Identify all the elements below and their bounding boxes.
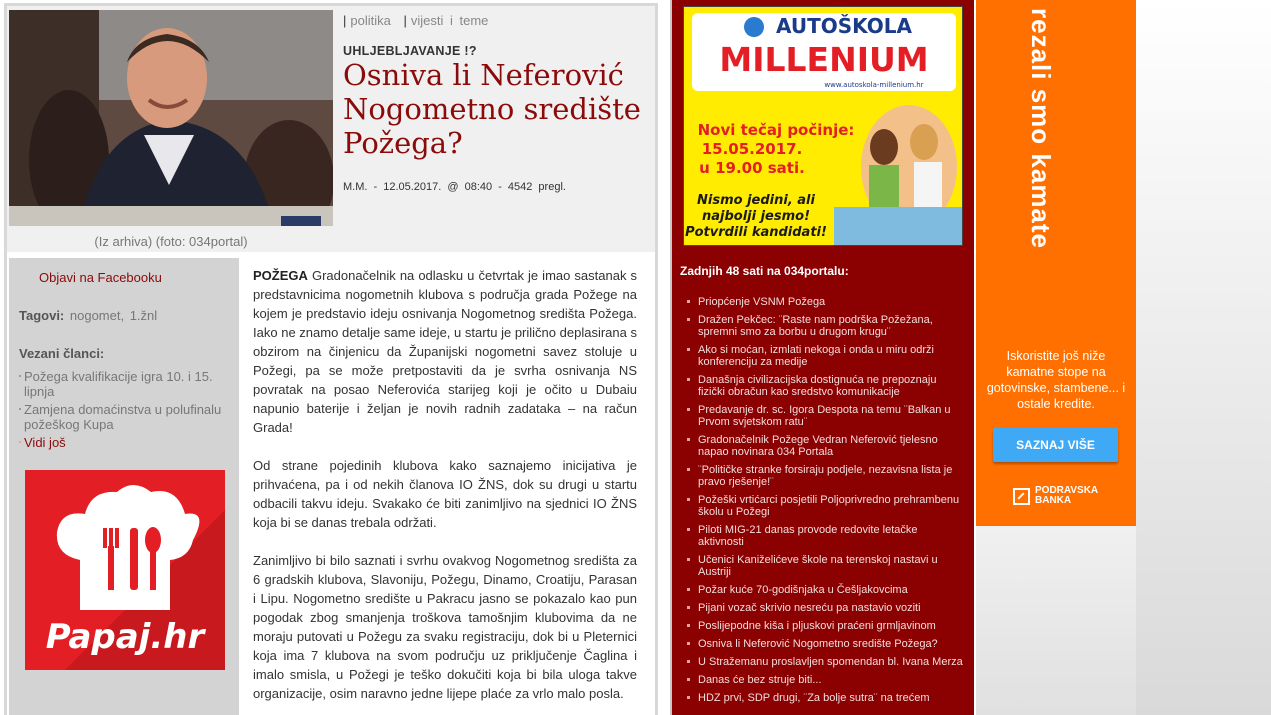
latest-news-item[interactable]: Požar kuće 70-godišnjaka u Češljakovcima xyxy=(686,584,964,596)
slogan-line-3: Potvrdili kandidati! xyxy=(685,225,827,240)
article-sidebar xyxy=(9,258,239,715)
latest-news-item[interactable]: Požeški vrtićarci posjetili Poljoprivredno prehrambenu školu u Požegi xyxy=(686,494,964,518)
autoskola-name: MILLENIUM xyxy=(719,40,929,79)
latest-news-item[interactable]: Dražen Pekčec: ¨Raste nam podrška Požežana, spremni smo za borbu u drugom krugu¨ xyxy=(686,314,964,338)
latest-news-item[interactable]: Učenici Kaniželićeve škole na terenskoj nastavi u Austriji xyxy=(686,554,964,578)
learn-more-button[interactable]: SAZNAJ VIŠE xyxy=(993,428,1118,462)
latest-news-item[interactable]: Ako si moćan, izmlati nekoga i onda u miru održi konferenciju za medije xyxy=(686,344,964,368)
latest-news-item[interactable]: HDZ prvi, SDP drugi, ¨Za bolje sutra¨ na trećem xyxy=(686,692,964,704)
slogan-line-2: najbolji jesmo! xyxy=(701,209,811,224)
related-articles-list xyxy=(19,369,239,453)
see-more-link[interactable]: Vidi još xyxy=(19,435,239,450)
tags-line xyxy=(19,308,157,323)
slogan-line-1: Nismo jedini, ali xyxy=(697,193,815,208)
nav-link-politika[interactable]: politika xyxy=(350,13,391,28)
bank-name xyxy=(1035,486,1098,506)
page-background-right xyxy=(1136,0,1271,715)
article-paragraph xyxy=(253,266,637,437)
article-paragraph: Zanimljivo bi bilo saznati i svrhu ovakvog Nogometnog središta za 6 gradskih klubova, Slavoniju, Požegu, Dinamo, Croatiju, Parasan i Lipu. Nogometno središte u Pakracu jasno se pokazalo kao pun pogodak zbog smanjenja troškova tamošnjim klubovima da ne moraju putovati u Požegu za svaku registraciju, dok bi u Pleternici koja ima 7 klubova na svom području uz priključenje Čaglina i imalo smisla, u Požegi je teško dokučiti koja bi bila uloga takve organizacije, osim naravno jedne lijepe plaće za vrlo malo posla. xyxy=(253,553,637,701)
article-paragraph: Od strane pojedinih klubova kako saznajemo inicijativa je prihvaćena, pa i od nekih članova IO ŽNS, dok su drugi u startu odbacili takvu ideju. Svakako će biti zanimljivo na sjednici IO ŽNS koja bi se danas trebala održati. xyxy=(253,458,637,530)
article-photo xyxy=(9,10,333,226)
photo-caption: (Iz arhiva) (foto: 034portal) xyxy=(94,234,248,249)
portrait-image xyxy=(9,10,333,226)
latest-news-list xyxy=(686,296,964,710)
related-article-link[interactable]: Zamjena domaćinstva u polufinalu požeškog Kupa xyxy=(19,402,239,432)
article-panel xyxy=(4,3,658,715)
course-start-label: Novi tečaj počinje: xyxy=(697,121,855,139)
papaj-chef-hat-logo xyxy=(25,470,225,670)
article-title: Osniva li Neferović Nogometno središte Požega? xyxy=(343,58,641,160)
bank-ad-banner[interactable] xyxy=(976,0,1136,526)
nav-separator: | xyxy=(343,13,347,28)
tags-value[interactable]: nogomet, 1.žnl xyxy=(69,308,158,323)
papaj-wordmark: Papaj.hr xyxy=(45,617,205,657)
paragraph-text: Gradonačelnik na odlasku u četvrtak je imao sastanak s predstavnicima nogometnih klubova s područja grada Požege na kojem je predstavio ideju osnivanja Nogometnog središta Požega. Iako ne znamo detalje same ideje, u startu je prilično deplasirana s obzirom na činjenicu da Županijski nogometni savez stoluje u Požegi, pa se može pretpostaviti da je svrha osnivanja NS povratak na posao Neferovića starijeg koji je očito u Dubaiu napunio baterije i željan je novih radnih zadataka – na račun Grada! xyxy=(253,268,637,435)
tags-label: Tagovi: xyxy=(19,308,65,323)
latest-news-item[interactable]: ¨Političke stranke forsiraju podjele, nezavisna lista je pravo rješenje!¨ xyxy=(686,464,964,488)
bank-name-line: BANKA xyxy=(1035,495,1072,506)
autoskola-url: www.autoskola-millenium.hr xyxy=(824,81,924,89)
right-news-column xyxy=(670,0,974,715)
course-time: u 19.00 sati. xyxy=(699,159,805,177)
page-background-gradient xyxy=(976,526,1136,715)
latest-news-item[interactable]: Piloti MIG-21 danas provode redovite letačke aktivnosti xyxy=(686,524,964,548)
latest-news-item[interactable]: Današnja civilizacijska dostignuća ne prepoznaju fizički obračun kao sredstvo komunikacije xyxy=(686,374,964,398)
dateline: POŽEGA xyxy=(253,268,308,283)
latest-news-item[interactable]: Gradonačelnik Požege Vedran Neferović tjelesno napao novinara 034 Portala xyxy=(686,434,964,458)
course-date: 15.05.2017. xyxy=(701,140,803,158)
article-kicker: UHLJEBLJAVANJE !? xyxy=(343,44,477,58)
podravska-banka-logo xyxy=(1013,486,1103,508)
article-body xyxy=(253,266,637,715)
related-articles-heading: Vezani članci: xyxy=(19,346,105,361)
related-article-link[interactable]: Požega kvalifikacije igra 10. i 15. lipnja xyxy=(19,369,239,399)
section-nav xyxy=(343,13,494,28)
bank-ad-headline: rezali smo kamate xyxy=(1026,8,1056,250)
latest-news-item[interactable]: Danas će bez struje biti... xyxy=(686,674,964,686)
latest-news-heading: Zadnjih 48 sati na 034portalu: xyxy=(680,264,849,278)
autoskola-ad-banner[interactable] xyxy=(683,6,963,246)
facebook-share-link[interactable]: Objavi na Facebooku xyxy=(39,270,162,285)
autoskola-ad-graphic xyxy=(684,7,963,246)
latest-news-item[interactable]: U Stražemanu proslavljen spomendan bl. Ivana Merza xyxy=(686,656,964,668)
nav-separator: | xyxy=(403,13,407,28)
papaj-ad-banner[interactable] xyxy=(25,470,225,670)
latest-news-item[interactable]: Priopćenje VSNM Požega xyxy=(686,296,964,308)
latest-news-item[interactable]: Poslijepodne kiša i pljuskovi praćeni grmljavinom xyxy=(686,620,964,632)
latest-news-item[interactable]: Osniva li Neferović Nogometno središte Požega? xyxy=(686,638,964,650)
nav-link-vijesti[interactable]: vijesti i teme xyxy=(410,13,489,28)
latest-news-item[interactable]: Predavanje dr. sc. Igora Despota na temu ¨Balkan u Prvom svjetskom ratu¨ xyxy=(686,404,964,428)
bank-name-line: PODRAVSKA xyxy=(1035,485,1099,496)
latest-news-item[interactable]: Pijani vozač skrivio nesreću pa nastavio voziti xyxy=(686,602,964,614)
article-header xyxy=(7,6,655,252)
bank-logo-icon xyxy=(1013,488,1030,505)
autoskola-title: AUTOŠKOLA xyxy=(776,14,912,38)
bank-ad-copy: Iskoristite još niže kamatne stope na gotovinske, stambene... i ostale kredite. xyxy=(986,349,1126,411)
article-meta: M.M. - 12.05.2017. @ 08:40 - 4542 pregl. xyxy=(343,181,566,193)
